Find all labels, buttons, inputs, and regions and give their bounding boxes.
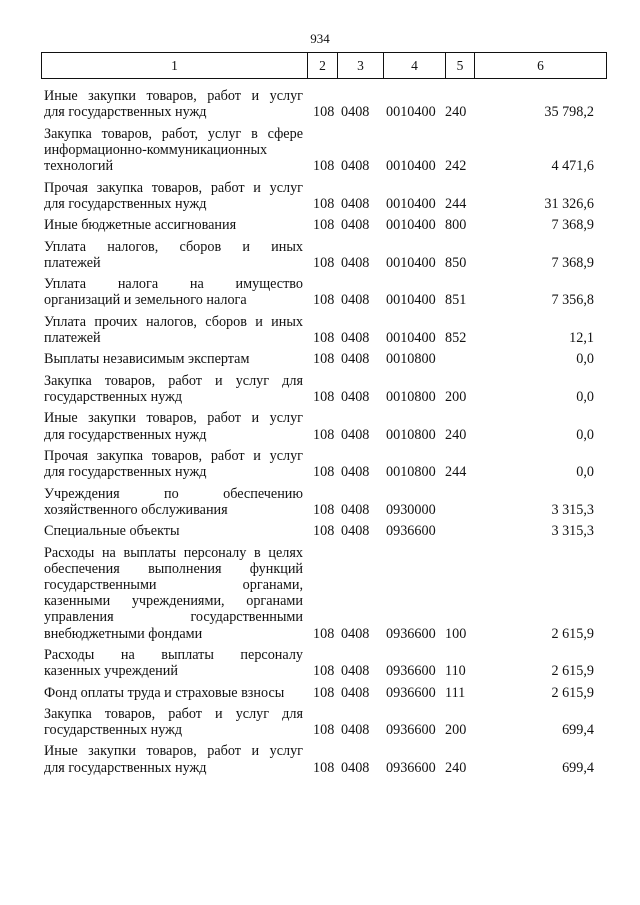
expense-name-line: организаций и земельного налога [44,292,247,309]
target-code: 0010800 [386,388,436,405]
table-row [41,121,606,175]
section-code: 0408 [341,759,370,776]
budget-table-body [41,83,606,776]
expense-type-code: 200 [445,388,467,405]
ministry-code: 108 [313,426,335,443]
expense-type-code: 240 [445,759,467,776]
target-code: 0010400 [386,158,436,175]
expense-name-line: Расходы на выплаты персоналу в целях [44,544,303,561]
section-code: 0408 [341,292,370,309]
ministry-code: 108 [313,254,335,271]
expense-type-code: 240 [445,426,467,443]
expense-name-line: Уплата налогов, сборов и иных [44,238,303,255]
expense-name-line: платежей [44,329,101,346]
amount: 7 368,9 [551,217,594,234]
target-code: 0010800 [386,426,436,443]
expense-name-line: для государственных нужд [44,195,207,212]
target-code: 0010400 [386,329,436,346]
expense-name-line: Иные закупки товаров, работ и услуг [44,743,303,760]
expense-type-code: 111 [445,684,466,701]
expense-name-line: управления государственными [44,609,303,626]
expense-name-line: Учреждения по обеспечению [44,485,303,502]
column-header-3: 3 [338,53,384,79]
target-code: 0936600 [386,663,436,680]
expense-type-code [445,480,474,518]
expense-name [41,346,307,367]
page-number: 934 [310,31,330,46]
expense-name [41,368,307,406]
target-code: 0010800 [386,351,436,368]
expense-name-line: внебюджетными фондами [44,625,203,642]
expense-name-line: для государственных нужд [44,464,207,481]
expense-type-code: 851 [445,292,467,309]
expense-name-line: для государственных нужд [44,104,207,121]
section-code: 0408 [341,195,370,212]
target-code: 0930000 [386,501,436,518]
expense-name-line: платежей [44,254,101,271]
table-row [41,271,606,309]
expense-name-line: Фонд оплаты труда и страховые взносы [44,684,285,701]
table-row [41,679,606,700]
expense-name [41,174,307,212]
amount: 7 368,9 [551,254,594,271]
expense-type-code: 244 [445,195,467,212]
expense-name-line: государственными органами, [44,576,303,593]
expense-name-line: Иные закупки товаров, работ и услуг [44,88,303,105]
ministry-code: 108 [313,759,335,776]
expense-type-code: 800 [445,217,467,234]
amount: 0,0 [576,464,594,481]
expense-name-line: технологий [44,158,114,175]
table-row [41,539,606,641]
expense-name [41,738,307,776]
expense-name [41,405,307,443]
expense-type-code: 242 [445,158,467,175]
table-row [41,174,606,212]
table-row [41,368,606,406]
column-header-table [41,52,607,79]
column-header-4: 4 [384,53,446,79]
amount: 2 615,9 [551,625,594,642]
expense-name-line: Закупка товаров, работ и услуг для [44,372,303,389]
ministry-code: 108 [313,104,335,121]
expense-name-line: казенных учреждений [44,663,178,680]
expense-type-code [445,518,474,539]
section-code: 0408 [341,388,370,405]
target-code: 0936600 [386,759,436,776]
ministry-code: 108 [313,388,335,405]
table-row [41,518,606,539]
expense-name-line: Расходы на выплаты персоналу [44,646,303,663]
table-row [41,83,606,121]
amount: 3 315,3 [551,501,594,518]
column-header-6: 6 [475,53,607,79]
section-code: 0408 [341,464,370,481]
ministry-code: 108 [313,292,335,309]
expense-name-line: Уплата налога на имущество [44,276,303,293]
amount: 699,4 [562,759,594,776]
target-code: 0936600 [386,722,436,739]
target-code: 0010400 [386,195,436,212]
ministry-code: 108 [313,329,335,346]
expense-name-line: информационно-коммуникационных [44,141,268,158]
amount: 7 356,8 [551,292,594,309]
expense-name [41,679,307,700]
expense-type-code: 200 [445,722,467,739]
expense-name [41,642,307,680]
expense-type-code [445,346,474,367]
expense-name-line: Прочая закупка товаров, работ и услуг [44,447,303,464]
section-code: 0408 [341,722,370,739]
ministry-code: 108 [313,351,335,368]
amount: 12,1 [569,329,594,346]
expense-type-code: 850 [445,254,467,271]
section-code: 0408 [341,104,370,121]
expense-name [41,233,307,271]
column-header-row [42,53,607,79]
section-code: 0408 [341,351,370,368]
expense-name [41,212,307,233]
table-row [41,642,606,680]
expense-type-code: 852 [445,329,467,346]
target-code: 0010400 [386,217,436,234]
table-row [41,346,606,367]
expense-type-code: 100 [445,625,467,642]
expense-name-line: государственных нужд [44,388,183,405]
expense-name-line: обеспечения выполнения функций [44,560,303,577]
expense-type-code: 240 [445,104,467,121]
expense-name [41,83,307,121]
section-code: 0408 [341,329,370,346]
target-code: 0010400 [386,104,436,121]
expense-name-line: для государственных нужд [44,426,207,443]
expense-name-line: Иные закупки товаров, работ и услуг [44,410,303,427]
target-code: 0010800 [386,464,436,481]
table-row [41,212,606,233]
table-row [41,405,606,443]
section-code: 0408 [341,217,370,234]
target-code: 0936600 [386,625,436,642]
section-code: 0408 [341,158,370,175]
expense-name-line: Иные бюджетные ассигнования [44,217,237,234]
section-code: 0408 [341,625,370,642]
table-row [41,738,606,776]
expense-name [41,480,307,518]
ministry-code: 108 [313,501,335,518]
column-header-1: 1 [42,53,308,79]
section-code: 0408 [341,426,370,443]
expense-name-line: Закупка товаров, работ, услуг в сфере [44,125,303,142]
section-code: 0408 [341,523,370,540]
expense-name-line: государственных нужд [44,722,183,739]
section-code: 0408 [341,501,370,518]
ministry-code: 108 [313,684,335,701]
ministry-code: 108 [313,464,335,481]
expense-name [41,271,307,309]
amount: 35 798,2 [544,104,594,121]
expense-name [41,121,307,175]
amount: 699,4 [562,722,594,739]
table-row [41,233,606,271]
ministry-code: 108 [313,217,335,234]
amount: 0,0 [576,426,594,443]
ministry-code: 108 [313,195,335,212]
table-row [41,480,606,518]
table-row [41,443,606,481]
expense-name-line: для государственных нужд [44,759,207,776]
expense-type-code: 244 [445,464,467,481]
expense-name [41,443,307,481]
expense-name [41,701,307,739]
target-code: 0936600 [386,684,436,701]
amount: 2 615,9 [551,663,594,680]
expense-name-line: Закупка товаров, работ и услуг для [44,705,303,722]
ministry-code: 108 [313,625,335,642]
amount: 31 326,6 [544,195,594,212]
amount: 0,0 [576,388,594,405]
column-header-2: 2 [308,53,338,79]
table-row [41,701,606,739]
ministry-code: 108 [313,722,335,739]
expense-name-line: казенными учреждениями, органами [44,593,303,610]
expense-name-line: Уплата прочих налогов, сборов и иных [44,313,303,330]
column-header-5: 5 [446,53,475,79]
expense-name [41,539,307,641]
expense-type-code: 110 [445,663,466,680]
amount: 3 315,3 [551,523,594,540]
ministry-code: 108 [313,158,335,175]
target-code: 0010400 [386,254,436,271]
table-row [41,309,606,347]
amount: 2 615,9 [551,684,594,701]
budget-table [41,83,606,776]
section-code: 0408 [341,254,370,271]
target-code: 0936600 [386,523,436,540]
amount: 0,0 [576,351,594,368]
expense-name [41,518,307,539]
expense-name-line: Прочая закупка товаров, работ и услуг [44,179,303,196]
ministry-code: 108 [313,523,335,540]
expense-name-line: хозяйственного обслуживания [44,501,228,518]
target-code: 0010400 [386,292,436,309]
section-code: 0408 [341,684,370,701]
ministry-code: 108 [313,663,335,680]
expense-name-line: Выплаты независимым экспертам [44,351,250,368]
expense-name [41,309,307,347]
section-code: 0408 [341,663,370,680]
amount: 4 471,6 [551,158,594,175]
expense-name-line: Специальные объекты [44,523,180,540]
